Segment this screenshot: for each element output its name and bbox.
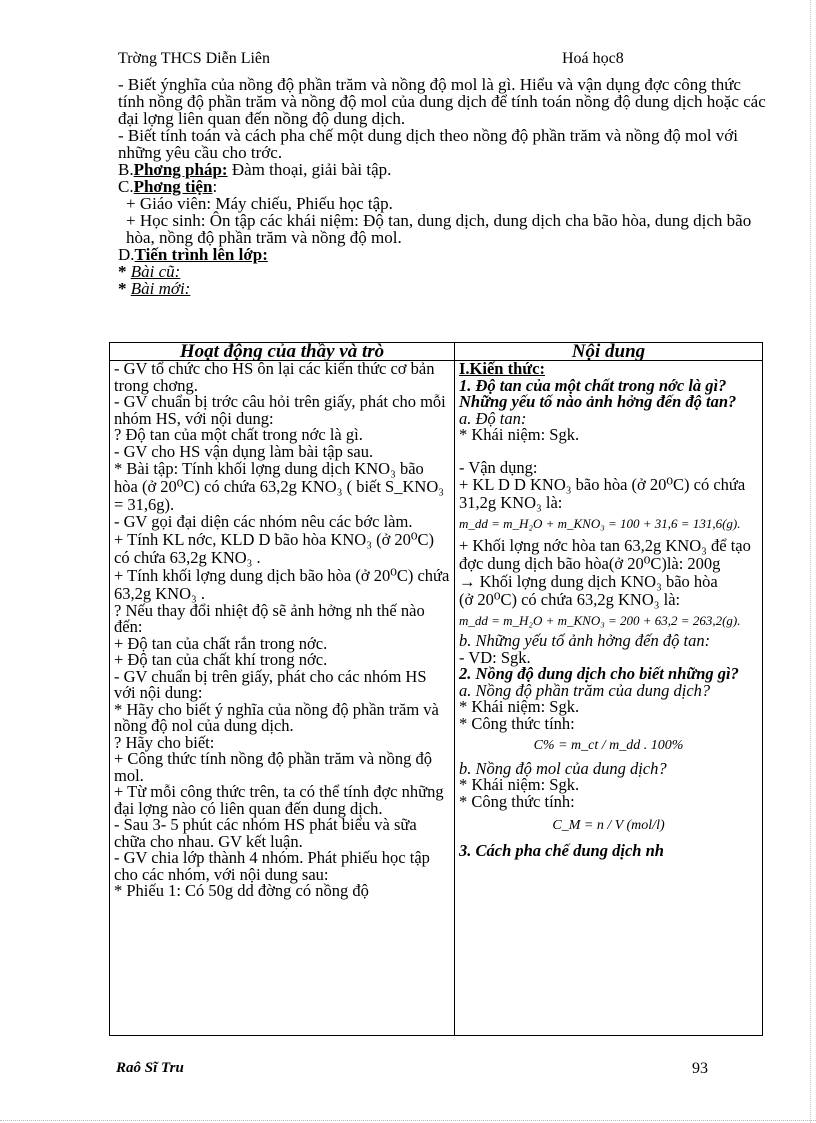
lesson-table [109, 342, 763, 1036]
content-sub-a2: a. Nồng độ phần trăm của dung dịch? [459, 680, 711, 700]
activity-line: + Từ mỗi công thức trên, ta có thể tính đợc những đại lợng nào có liên quan đến dung dịch. [114, 782, 444, 818]
content-formula-label-2: * Công thức tính: [459, 791, 575, 811]
content-question-1: 1. Độ tan của một chất trong nớc là gì? Những yếu tố nào ảnh hởng đến độ tan? [459, 375, 737, 411]
content-sub-a: a. Độ tan: [459, 408, 527, 428]
content-arrow: → Khối lợng dung dịch KNO₃ bão hòa [459, 571, 718, 591]
activity-line: - GV tổ chức cho HS ôn lại các kiến thức cơ bản trong chơng. [114, 360, 435, 395]
activity-line: - Sau 3- 5 phút các nhóm HS phát biểu và sữa chữa cho nhau. GV kết luận. [114, 815, 417, 851]
content-apply: - Vận dụng: [459, 457, 538, 477]
intro-paragraph-1: - Biết ýnghĩa của nồng độ phần trăm và nồng độ mol là gì. Hiểu và vận dụng đợc công thức tính nồng độ phần trăm và nồng độ mol của dung dịch để tính toán nồng độ dung dịch hoặc các đại lợng liên quan đến nồng độ dung dịch. [118, 75, 766, 128]
activity-line: + Độ tan của chất rắn trong nớc. [114, 633, 328, 653]
method-label: Phơng pháp: [133, 160, 228, 179]
intro-section [118, 76, 768, 297]
activity-line: + Độ tan của chất khí trong nớc. [114, 650, 328, 669]
activity-line: - GV gọi đại diện các nhóm nêu các bớc làm. [114, 512, 413, 531]
means-teacher: + Giáo viên: Máy chiếu, Phiếu học tập. [126, 194, 393, 213]
process-label: Tiến trình lên lớp: [134, 245, 268, 264]
intro-paragraph-2: - Biết tính toán và cách pha chế một dung dịch theo nồng độ phần trăm và nồng độ mol với những yêu cầu cho trớc. [118, 126, 738, 162]
bottom-dotted-rule [0, 1120, 816, 1121]
new-lesson-star: * [118, 279, 131, 298]
activity-line: + Công thức tính nồng độ phần trăm và nồng độ mol. [114, 749, 432, 785]
new-lesson-line [118, 280, 768, 297]
formula-2: m_dd = m_H₂O + m_KNO₃ = 200 + 63,2 = 263,2(g). [459, 612, 741, 628]
content-def-3: * Khái niệm: Sgk. [459, 775, 580, 794]
means-suffix: : [212, 177, 218, 196]
content-at: (ở 20⁰C) có chứa 63,2g KNO₃ là: [459, 589, 681, 609]
means-prefix: C. [118, 177, 134, 196]
page-number: 93 [692, 1060, 708, 1077]
content-column [455, 361, 763, 1036]
activity-line: - GV chuẩn bị trớc câu hỏi trên giấy, phát cho mỗi nhóm HS, với nội dung: [114, 392, 446, 428]
method-text: Đàm thoại, giải bài tập. [227, 160, 392, 179]
content-sub-b2: b. Nồng độ mol của dung dịch? [459, 758, 667, 778]
activity-line: - GV cho HS vận dụng làm bài tập sau. [114, 441, 374, 461]
old-lesson-label: Bài cũ: [130, 262, 181, 281]
content-header: Nội dung [455, 343, 763, 361]
school-name: Trờng THCS Diễn Liên [118, 50, 271, 67]
means-student: + Học sinh: Ôn tập các khái niệm: Độ tan, dung dịch, dung dịch cha bão hòa, dung dịch bão hòa, nồng độ phần trăm và nồng độ mol. [126, 211, 752, 247]
content-question-3: 3. Cách pha chế dung dịch nh [459, 840, 664, 860]
method-prefix: B. [118, 160, 134, 179]
content-title: I.Kiến thức: [459, 360, 545, 378]
formula-molar: C_M = n / V (mol/l) [552, 818, 665, 833]
activity-line: * Bài tập: Tính khối lợng dung dịch KNO₃ bão hòa (ở 20⁰C) có chứa 63,2g KNO₃ ( biết S_KNO₃ = 31,6g). [114, 459, 444, 514]
content-formula-label-1: * Công thức tính: [459, 713, 575, 733]
content-def-2: * Khái niệm: Sgk. [459, 697, 580, 716]
content-water: + Khối lợng nớc hòa tan 63,2g KNO₃ để tạo đợc dung dịch bão hòa(ở 20⁰C)là: 200g [459, 535, 751, 573]
activity-line: * Hãy cho biết ý nghĩa của nồng độ phần trăm và nồng độ nol của dung dịch. [114, 699, 439, 735]
right-dotted-rule [810, 0, 811, 1123]
author-name: Raô Sĩ Tru [116, 1060, 184, 1076]
activity-line: + Tính KL nớc, KLD D bão hòa KNO₃ (ở 20⁰C) có chứa 63,2g KNO₃ . [114, 529, 435, 567]
new-lesson-label: Bài mới: [130, 279, 191, 298]
content-question-2: 2. Nồng độ dung dịch cho biết những gì? [459, 664, 739, 683]
activity-line: + Tính khối lợng dung dịch bão hòa (ở 20⁰C) chứa 63,2g KNO₃ . [114, 565, 450, 603]
activities-column [110, 361, 455, 1036]
activity-line: - GV chia lớp thành 4 nhóm. Phát phiếu học tập cho các nhóm, với nội dung sau: [114, 848, 430, 884]
means-line [118, 178, 768, 195]
subject-name: Hoá học8 [562, 50, 624, 67]
activity-line: ? Độ tan của một chất trong nớc là gì. [114, 425, 363, 444]
formula-1: m_dd = m_H₂O + m_KNO₃ = 100 + 31,6 = 131,6(g). [459, 516, 741, 531]
activity-line: ? Nếu thay đổi nhiệt độ sẽ ảnh hởng nh thế nào đến: [114, 600, 425, 636]
old-lesson-star: * [118, 262, 131, 281]
means-label: Phơng tiện [133, 177, 213, 196]
activities-header: Hoạt động của thầy và trò [110, 343, 455, 361]
formula-percent: C% = m_ct / m_dd . 100% [533, 738, 684, 753]
activity-line: ? Hãy cho biết: [114, 732, 215, 752]
activity-line: - GV chuẩn bị trên giấy, phát cho các nhóm HS với nội dung: [114, 666, 427, 702]
old-lesson-line [118, 263, 768, 280]
method-line [118, 161, 768, 178]
process-line [118, 246, 768, 263]
activity-line: * Phiếu 1: Có 50g dd đờng có nồng độ [114, 881, 369, 900]
content-vd: - VD: Sgk. [459, 647, 531, 667]
process-prefix: D. [118, 245, 135, 264]
content-sub-b: b. Những yếu tố ảnh hởng đến độ tan: [459, 631, 711, 650]
content-def-1: * Khái niệm: Sgk. [459, 425, 580, 444]
content-kl: + KL D D KNO₃ bão hòa (ở 20⁰C) có chứa 31,2g KNO₃ là: [459, 475, 746, 512]
